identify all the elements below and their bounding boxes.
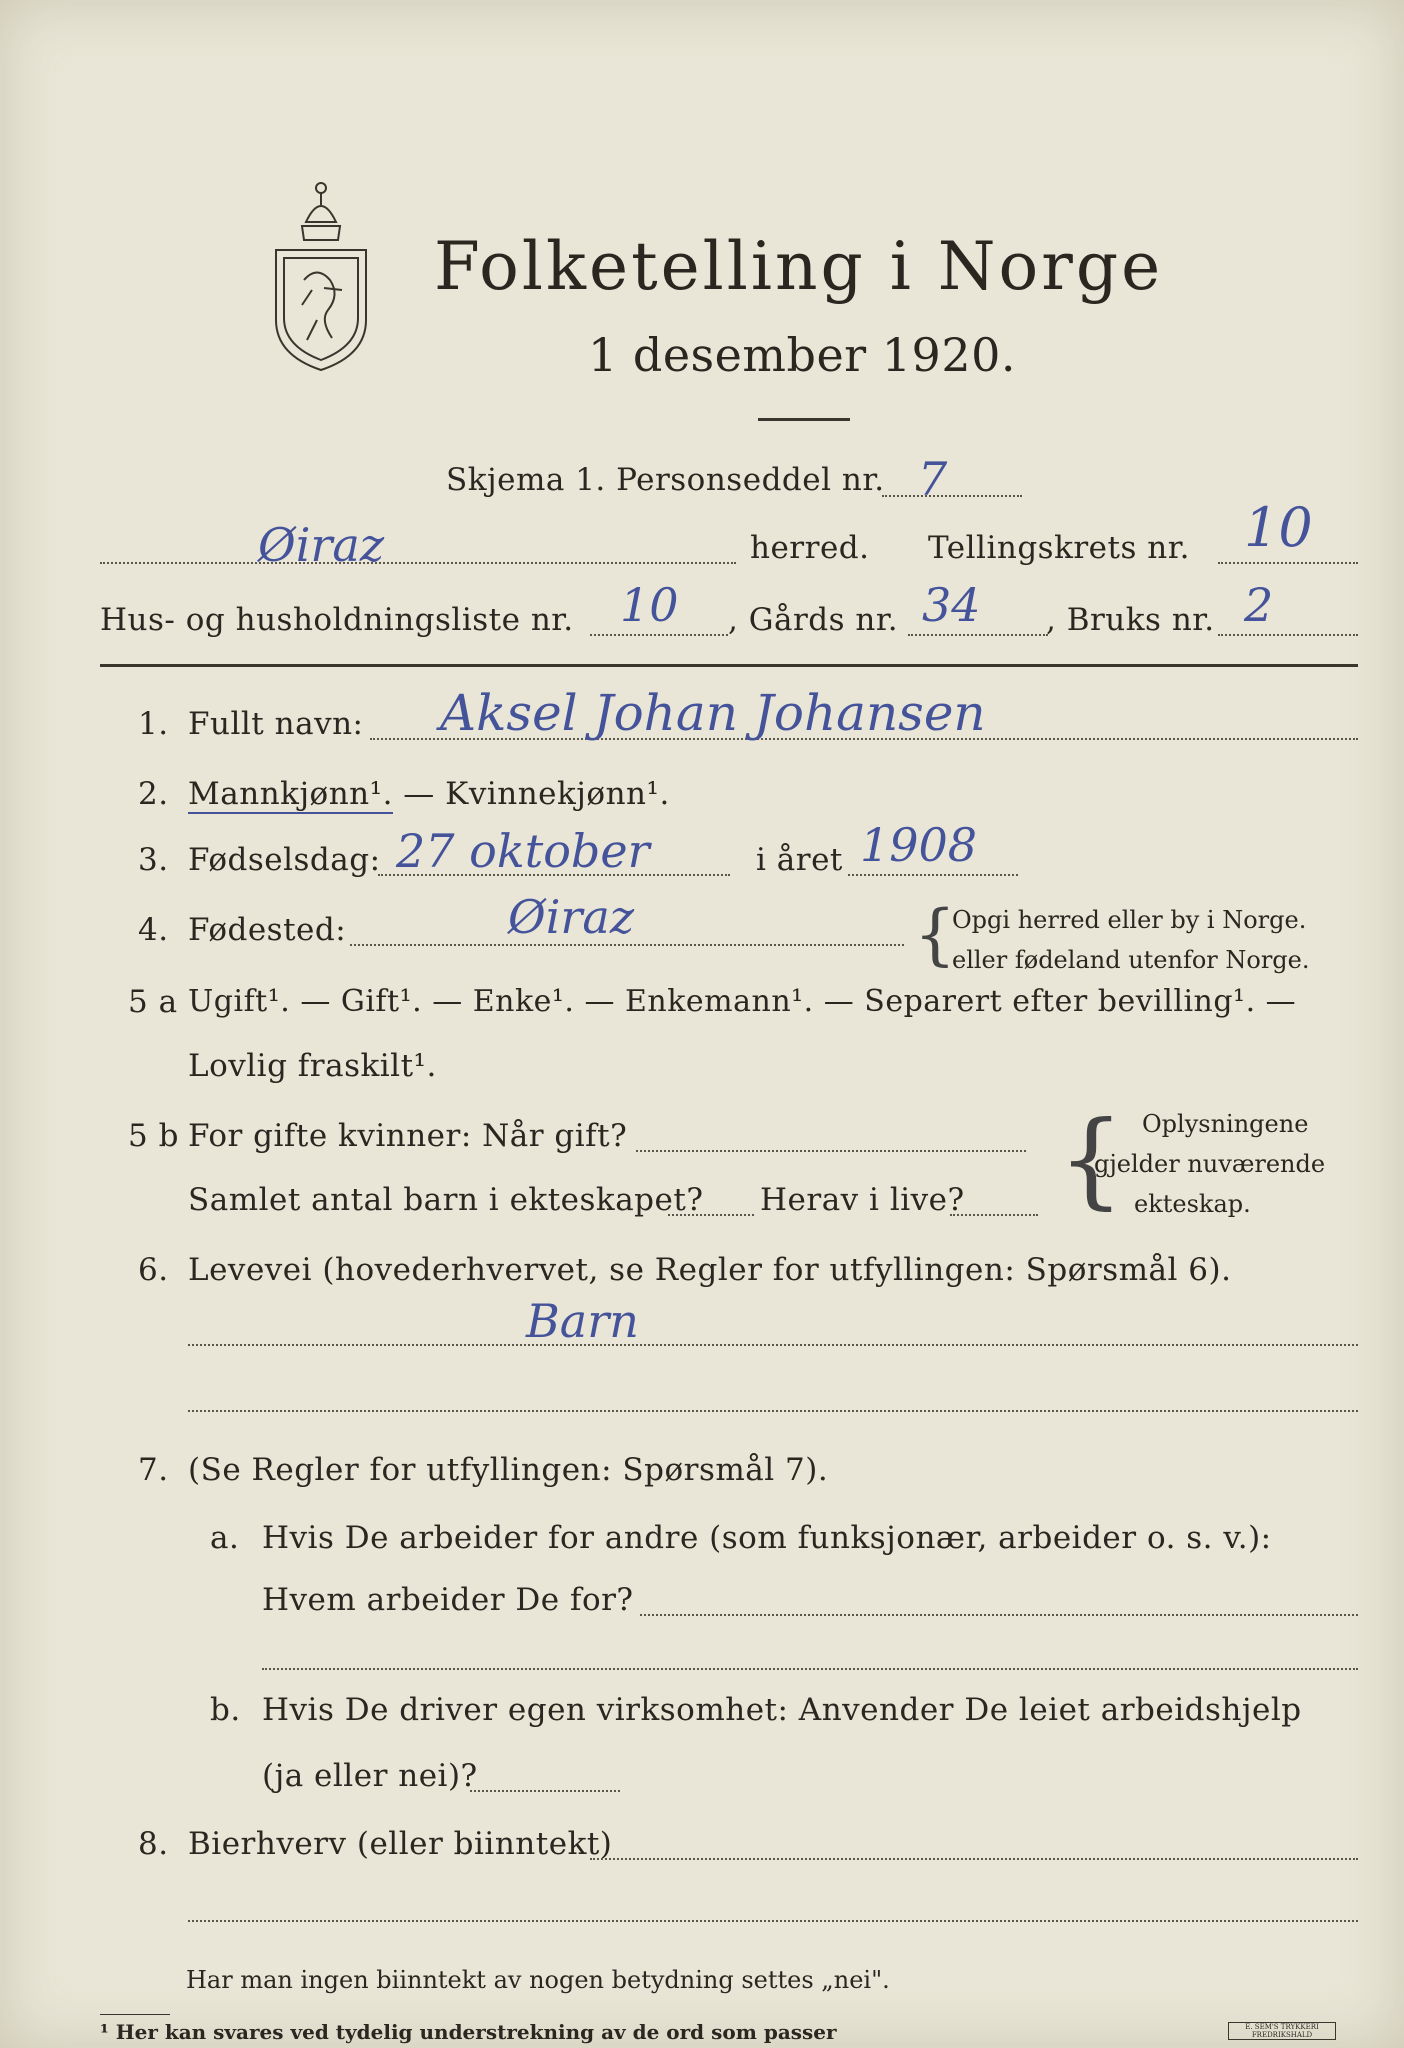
coat-of-arms-icon (262, 170, 380, 375)
husliste-label: Hus- og husholdningsliste nr. (100, 602, 574, 638)
q5b-note-1: Oplysningene (1142, 1110, 1309, 1138)
herred-label: herred. (750, 530, 870, 566)
q5a-number: 5 a (128, 984, 178, 1020)
form-title: Folketelling i Norge (434, 228, 1164, 305)
schema-nr-line (882, 495, 1022, 497)
q6-label: Levevei (hovederhvervet, se Regler for utfyllingen: Spørsmål 6). (188, 1252, 1232, 1288)
q6-line-2 (188, 1410, 1358, 1412)
q8-line (590, 1858, 1358, 1860)
q4-number: 4. (138, 912, 169, 948)
q7-label: (Se Regler for utfyllingen: Spørsmål 7). (188, 1452, 829, 1488)
q7b-question: Hvis De driver egen virksomhet: Anvender De leiet arbeidshjelp (262, 1692, 1302, 1728)
q5a-options: Ugift¹. — Gift¹. — Enke¹. — Enkemann¹. — Separert efter bevilling¹. — (188, 984, 1297, 1019)
q5b-alive-label: Herav i live? (760, 1182, 965, 1218)
q8-line-2 (188, 1920, 1358, 1922)
q3-year-line (848, 874, 1018, 876)
q3-date-value: 27 oktober (396, 824, 650, 878)
q8-label: Bierhverv (eller biinntekt) (188, 1826, 613, 1862)
q7a-employer-label: Hvem arbeider De for? (262, 1582, 634, 1618)
bruks-value: 2 (1244, 578, 1274, 632)
q7b-answer-line (470, 1790, 620, 1792)
footer-note: Har man ingen biinntekt av nogen betydning settes „nei". (186, 1966, 890, 1994)
q5b-children-line (668, 1214, 754, 1216)
tellingskrets-line (1218, 562, 1358, 564)
q2-female-option: Kvinnekjønn¹. (445, 776, 670, 812)
q5a-options-2: Lovlig fraskilt¹. (188, 1048, 437, 1084)
q4-note-1: Opgi herred eller by i Norge. (952, 906, 1307, 934)
q2-male-option: Mannkjønn¹. (188, 776, 393, 812)
gards-line (908, 634, 1048, 636)
q7a-question: Hvis De arbeider for andre (som funksjonær, arbeider o. s. v.): (262, 1520, 1272, 1556)
q4-line (350, 944, 904, 946)
q5b-married-line (636, 1150, 1026, 1152)
title-divider (758, 418, 850, 421)
schema-label: Skjema 1. Personseddel nr. (446, 462, 885, 498)
bruks-line (1218, 634, 1358, 636)
q4-note-2: eller fødeland utenfor Norge. (952, 946, 1310, 974)
q5b-married-when: For gifte kvinner: Når gift? (188, 1118, 628, 1154)
q7b-letter: b. (210, 1692, 241, 1728)
q6-number: 6. (138, 1252, 169, 1288)
schema-nr-value: 7 (918, 452, 948, 506)
printer-stamp: E. SEM'S TRYKKERI FREDRIKSHALD (1228, 2022, 1336, 2040)
header-divider (100, 664, 1358, 667)
footnote-rule (100, 2014, 170, 2015)
q8-number: 8. (138, 1826, 169, 1862)
q7a-employer-line-2 (262, 1668, 1358, 1670)
q3-year-label: i året (756, 842, 843, 878)
q4-brace: { (914, 896, 956, 973)
husliste-value: 10 (620, 578, 679, 632)
q3-number: 3. (138, 842, 169, 878)
q7a-letter: a. (210, 1520, 240, 1556)
q4-value: Øiraz (508, 890, 635, 944)
q3-year-value: 1908 (860, 818, 978, 872)
q5b-note-2: gjelder nuværende (1094, 1150, 1326, 1178)
bruks-label: , Bruks nr. (1046, 602, 1215, 638)
q2-options (188, 776, 670, 812)
gards-label: , Gårds nr. (728, 602, 899, 638)
q5b-brace: { (1058, 1098, 1125, 1220)
gards-value: 34 (922, 578, 981, 632)
q7-number: 7. (138, 1452, 169, 1488)
q5b-number: 5 b (128, 1118, 179, 1154)
q6-line-1 (188, 1344, 1358, 1346)
q4-label: Fødested: (188, 912, 347, 948)
form-date: 1 desember 1920. (588, 328, 1016, 382)
tellingskrets-label: Tellingskrets nr. (928, 530, 1190, 566)
husliste-line (590, 634, 728, 636)
q5b-children-label: Samlet antal barn i ekteskapet? (188, 1182, 704, 1218)
footnote: ¹ Her kan svares ved tydelig understrekning av de ord som passer (100, 2020, 837, 2044)
tellingskrets-value: 10 (1244, 496, 1313, 559)
q5b-note-3: ekteskap. (1134, 1190, 1251, 1218)
q1-number: 1. (138, 706, 169, 742)
q2-separator: — (392, 776, 446, 812)
q3-label: Fødselsdag: (188, 842, 381, 878)
q1-label: Fullt navn: (188, 706, 364, 742)
q1-value: Aksel Johan Johansen (440, 684, 986, 742)
herred-value: Øiraz (258, 518, 385, 572)
q5b-alive-line (950, 1214, 1038, 1216)
q7a-employer-line (640, 1614, 1358, 1616)
q2-number: 2. (138, 776, 169, 812)
q7b-answer-label: (ja eller nei)? (262, 1758, 478, 1794)
herred-line (100, 562, 736, 564)
q6-value: Barn (526, 1294, 639, 1348)
